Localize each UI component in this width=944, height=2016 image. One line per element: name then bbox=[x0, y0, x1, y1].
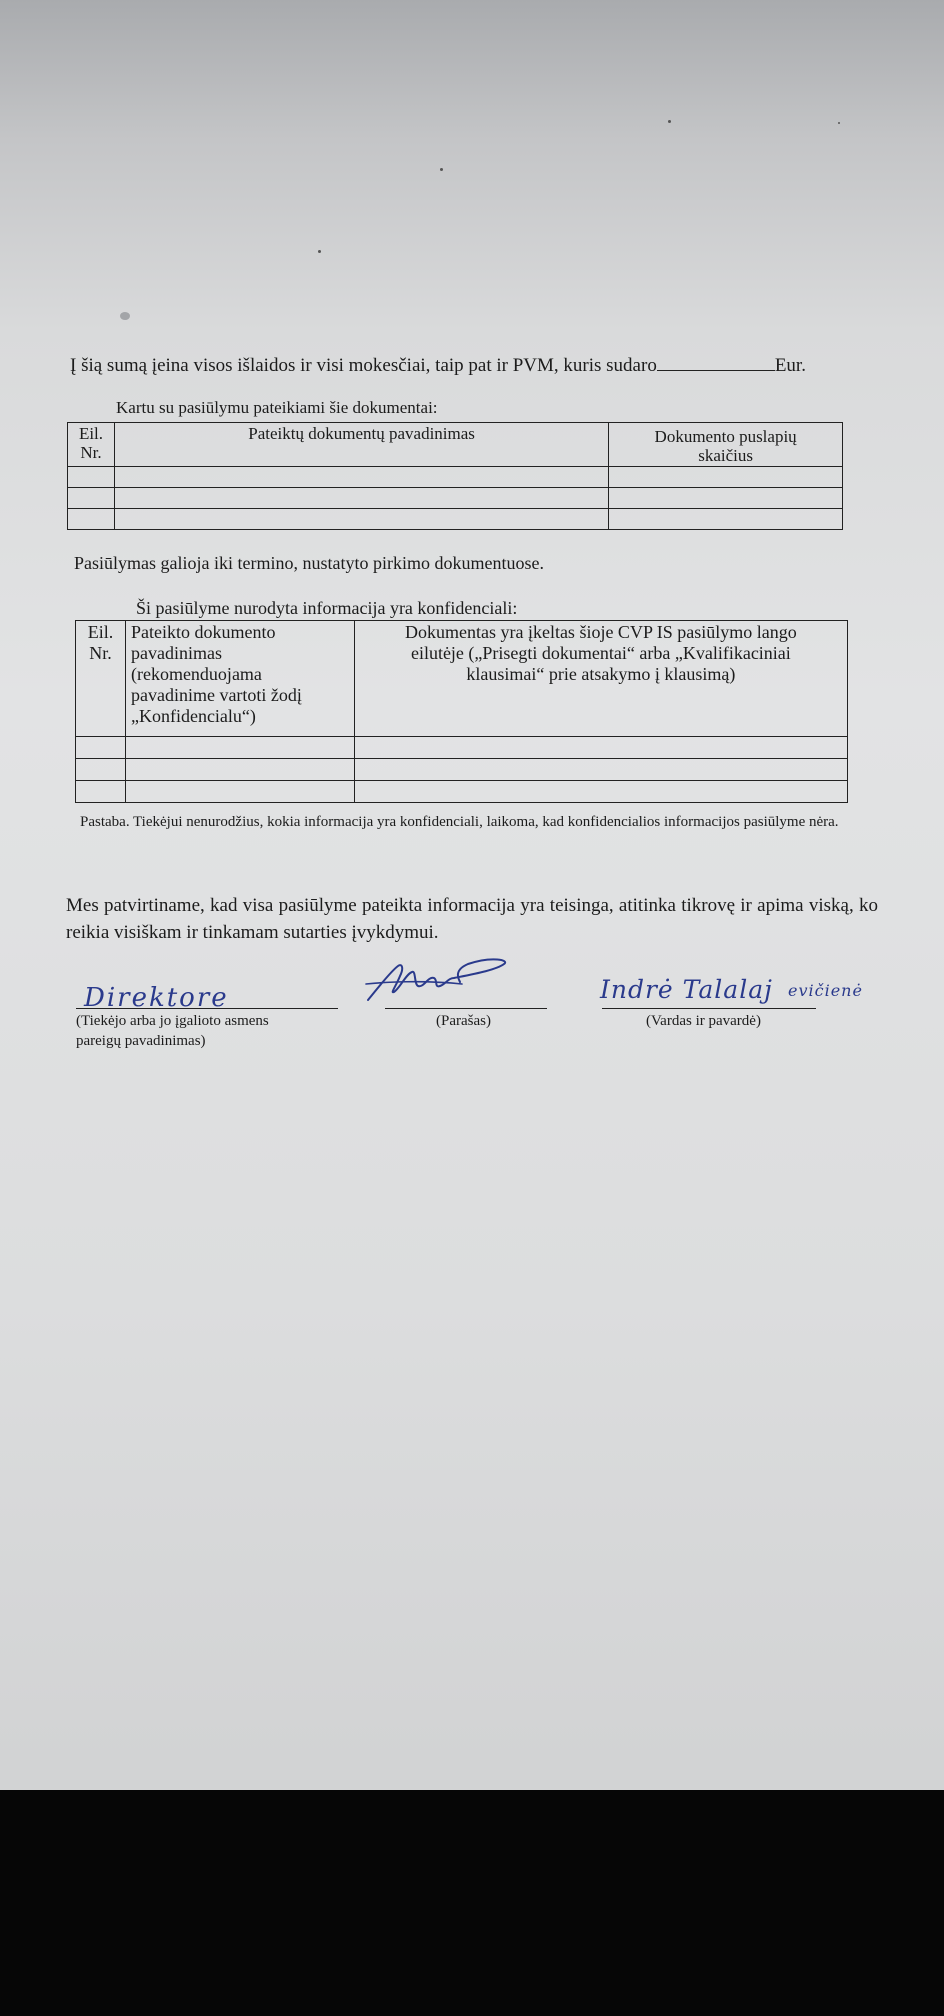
sum-statement-text: Į šią sumą įeina visos išlaidos ir visi mokesčiai, taip pat ir PVM, kuris sudaro bbox=[70, 355, 657, 376]
header-page-count: Dokumento puslapių skaičius bbox=[609, 423, 843, 467]
documents-table-header bbox=[68, 423, 843, 467]
handwritten-name-ending: evičienė bbox=[788, 981, 863, 1000]
confidential-table bbox=[75, 620, 848, 803]
handwritten-position-text: Direktore bbox=[84, 983, 229, 1013]
position-caption-line2: pareigų pavadinimas) bbox=[76, 1033, 206, 1049]
table-row bbox=[76, 781, 848, 803]
documents-table-caption: Kartu su pasiūlymu pateikiami šie dokumentai: bbox=[116, 398, 438, 417]
confidential-table-header bbox=[76, 621, 848, 737]
header-document-name: Pateiktų dokumentų pavadinimas bbox=[114, 423, 608, 467]
confidentiality-note: Pastaba. Tiekėjui nenurodžius, kokia informacija yra konfidenciali, laikoma, kad konfidencialios informacijos pasiūlyme nėra. bbox=[80, 814, 839, 830]
sum-amount-blank bbox=[657, 355, 775, 371]
header-confidential-document: Pateikto dokumento pavadinimas (rekomenduojama pavadinime vartoti žodį „Konfidencialu“) bbox=[125, 621, 354, 737]
sum-statement bbox=[70, 355, 806, 377]
header-nr: Eil. Nr. bbox=[68, 423, 115, 467]
name-signature-line bbox=[602, 1008, 816, 1009]
dark-background-band bbox=[0, 1790, 944, 2016]
position-caption-line1: (Tiekėjo arba jo įgalioto asmens bbox=[76, 1013, 269, 1029]
documents-table bbox=[67, 422, 843, 530]
header-nr: Eil. Nr. bbox=[76, 621, 126, 737]
confirmation-statement: Mes patvirtiname, kad visa pasiūlyme pateikta informacija yra teisinga, atitinka tikrovę ir apima viską, ko reikia visiškam ir tinkamam sutarties įvykdymui. bbox=[66, 895, 878, 943]
validity-statement: Pasiūlymas galioja iki termino, nustatyto pirkimo dokumentuose. bbox=[74, 553, 544, 573]
header-upload-location: Dokumentas yra įkeltas šioje CVP IS pasiūlymo lango eilutėje („Prisegti dokumentai“ arba „Kvalifikaciniai klausimai“ prie atsakymo į klausimą) bbox=[354, 621, 847, 737]
name-caption: (Vardas ir pavardė) bbox=[646, 1013, 761, 1029]
handwritten-name bbox=[600, 970, 880, 1008]
table-row bbox=[68, 488, 843, 509]
confidential-table-caption: Ši pasiūlyme nurodyta informacija yra konfidenciali: bbox=[136, 598, 518, 618]
table-row bbox=[76, 737, 848, 759]
handwritten-name-text: Indrė Talalaj bbox=[600, 975, 773, 1004]
signature-caption: (Parašas) bbox=[436, 1013, 491, 1029]
position-signature-line bbox=[76, 1008, 338, 1009]
handwritten-position bbox=[84, 978, 244, 1012]
signature-scribble bbox=[364, 958, 514, 1006]
table-row bbox=[68, 467, 843, 488]
signature-line bbox=[385, 1008, 547, 1009]
table-row bbox=[68, 509, 843, 530]
sum-currency: Eur. bbox=[774, 355, 806, 376]
table-row bbox=[76, 759, 848, 781]
